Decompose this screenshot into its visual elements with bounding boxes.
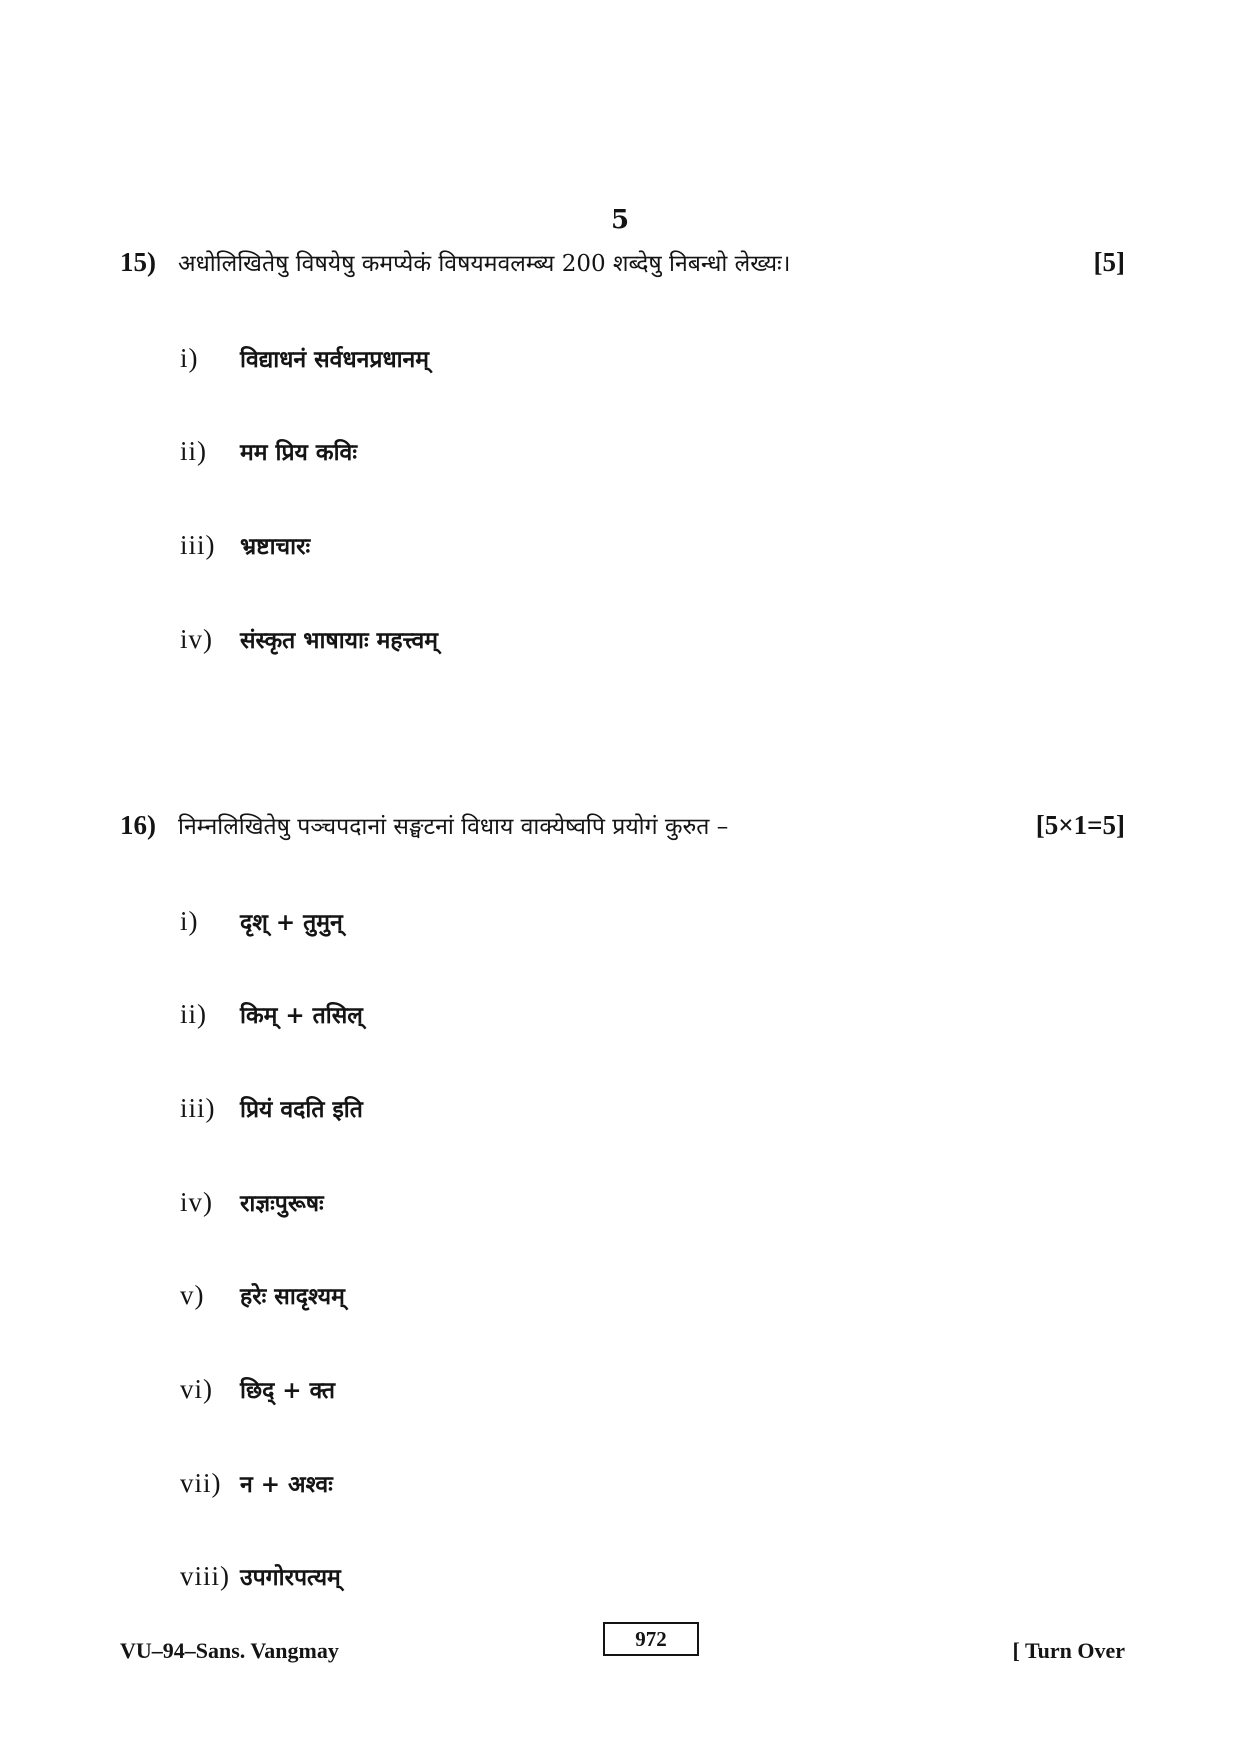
item-text: छिद् + क्त	[240, 1377, 336, 1404]
question-16	[120, 809, 1125, 841]
item-text: किम् + तसिल्	[240, 1002, 363, 1029]
footer-paper-code: VU–94–Sans. Vangmay	[120, 1638, 339, 1663]
item-text: दृश् + तुमुन्	[240, 909, 343, 936]
list-item	[180, 905, 343, 937]
question-text: निम्नलिखितेषु पञ्चपदानां सङ्घटनां विधाय वाक्येष्वपि प्रयोगं कुरुत –	[178, 814, 729, 840]
item-text: राज्ञःपुरूषः	[240, 1190, 324, 1217]
footer-turn-over: [ Turn Over	[1012, 1638, 1125, 1663]
item-text: हरेः सादृश्यम्	[240, 1283, 345, 1310]
list-item	[180, 435, 357, 467]
item-number: iv)	[180, 624, 213, 654]
item-text: मम प्रिय कविः	[240, 439, 357, 466]
question-text: अधोलिखितेषु विषयेषु कमप्येकं विषयमवलम्ब्य 200 शब्देषु निबन्धो लेख्यः।	[178, 251, 791, 277]
question-marks: [5×1=5]	[1035, 810, 1125, 840]
list-item	[180, 1092, 363, 1124]
question-number: 15)	[120, 247, 156, 277]
list-item	[180, 1373, 335, 1405]
list-item	[180, 1279, 345, 1311]
list-item	[180, 1467, 333, 1499]
question-marks: [5]	[1093, 247, 1125, 277]
item-text: प्रियं वदति इति	[240, 1096, 363, 1123]
item-text: भ्रष्टाचारः	[240, 533, 311, 560]
item-number: v)	[180, 1280, 205, 1310]
question-number: 16)	[120, 810, 156, 840]
item-number: iii)	[180, 530, 216, 560]
item-number: vii)	[180, 1468, 222, 1498]
item-number: i)	[180, 343, 199, 373]
item-number: i)	[180, 906, 199, 936]
item-text: न + अश्वः	[240, 1471, 333, 1498]
list-item	[180, 529, 310, 561]
list-item	[180, 342, 429, 374]
list-item	[180, 623, 438, 655]
item-text: संस्कृत भाषायाः महत्त्वम्	[240, 627, 438, 654]
item-text: उपगोरपत्यम्	[240, 1564, 341, 1591]
list-item	[180, 1560, 341, 1592]
footer-page-code-box: 972	[603, 1622, 699, 1656]
item-number: iii)	[180, 1093, 216, 1123]
question-15	[120, 246, 1125, 278]
page-number: 5	[610, 205, 630, 235]
item-number: iv)	[180, 1187, 213, 1217]
item-number: viii)	[180, 1561, 230, 1591]
item-number: ii)	[180, 436, 207, 466]
item-number: ii)	[180, 999, 207, 1029]
list-item	[180, 998, 363, 1030]
item-number: vi)	[180, 1374, 213, 1404]
list-item	[180, 1186, 324, 1218]
item-text: विद्याधनं सर्वधनप्रधानम्	[240, 346, 430, 373]
